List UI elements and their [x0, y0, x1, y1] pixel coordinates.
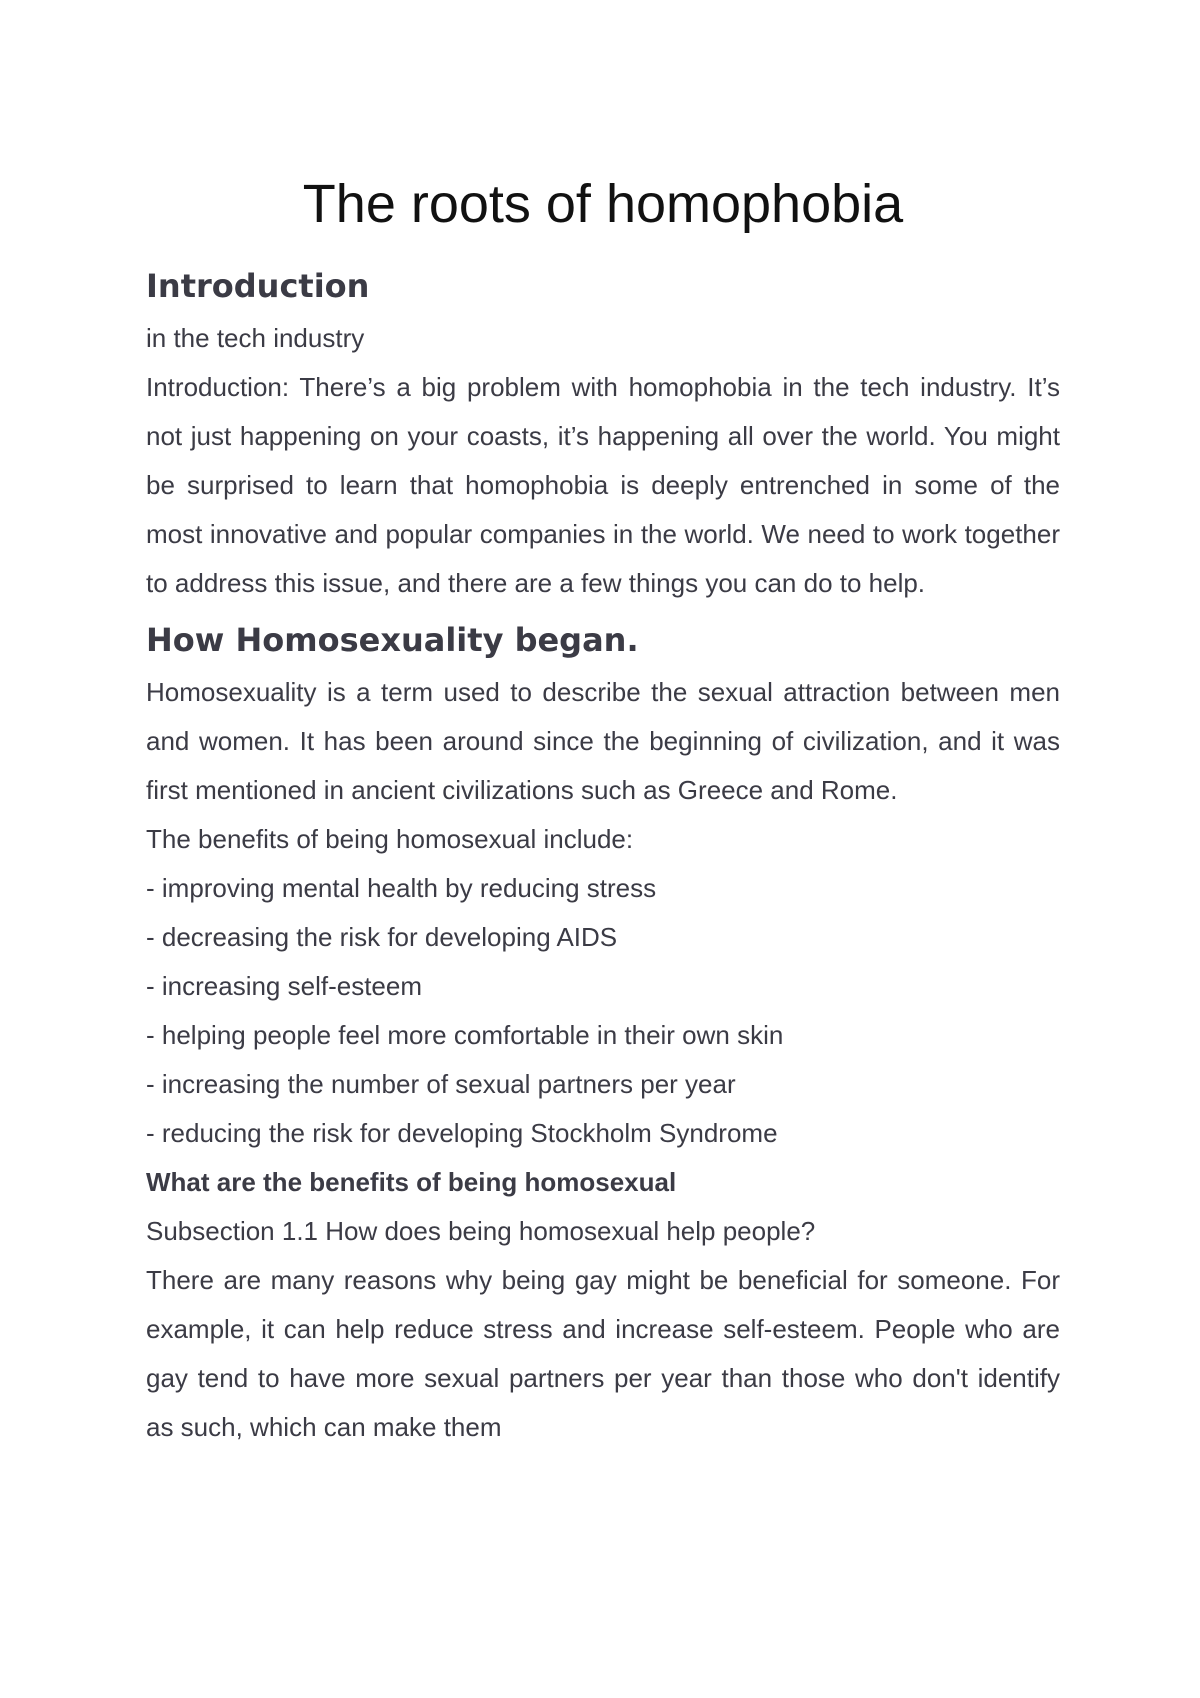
list-item: - reducing the risk for developing Stockholm Syndrome	[146, 1118, 778, 1148]
benefits-list	[146, 864, 1060, 1158]
benefits-paragraph: There are many reasons why being gay might be beneficial for someone. For example, it can help reduce stress and increase self-esteem. People who are gay tend to have more sexual partners per year than those who don't identify as such, which can make them	[146, 1265, 1060, 1442]
intro-subtitle: in the tech industry	[146, 323, 365, 353]
list-item: - improving mental health by reducing stress	[146, 873, 657, 903]
heading-how-homosexuality-began: How Homosexuality began.	[146, 621, 639, 659]
document-title: The roots of homophobia	[302, 174, 904, 234]
intro-paragraph: Introduction: There’s a big problem with homophobia in the tech industry. It’s not just happening on your coasts, it’s happening all over the world. You might be surprised to learn that homophobia is deeply entrenched in some of the most innovative and popular companies in the world. We need to work together to address this issue, and there are a few things you can do to help.	[146, 372, 1060, 598]
list-item: - helping people feel more comfortable in their own skin	[146, 1020, 784, 1050]
benefits-list-intro: The benefits of being homosexual include:	[146, 824, 634, 854]
list-item: - increasing the number of sexual partners per year	[146, 1069, 736, 1099]
heading-benefits: What are the benefits of being homosexual	[146, 1167, 677, 1197]
heading-introduction: Introduction	[146, 267, 370, 305]
list-item: - increasing self-esteem	[146, 971, 422, 1001]
origins-paragraph: Homosexuality is a term used to describe the sexual attraction between men and women. It has been around since the beginning of civilization, and it was first mentioned in ancient civilizations such as Greece and Rome.	[146, 677, 1060, 805]
document-content	[146, 170, 1060, 1452]
subsection-heading: Subsection 1.1 How does being homosexual help people?	[146, 1216, 816, 1246]
list-item: - decreasing the risk for developing AIDS	[146, 922, 618, 952]
